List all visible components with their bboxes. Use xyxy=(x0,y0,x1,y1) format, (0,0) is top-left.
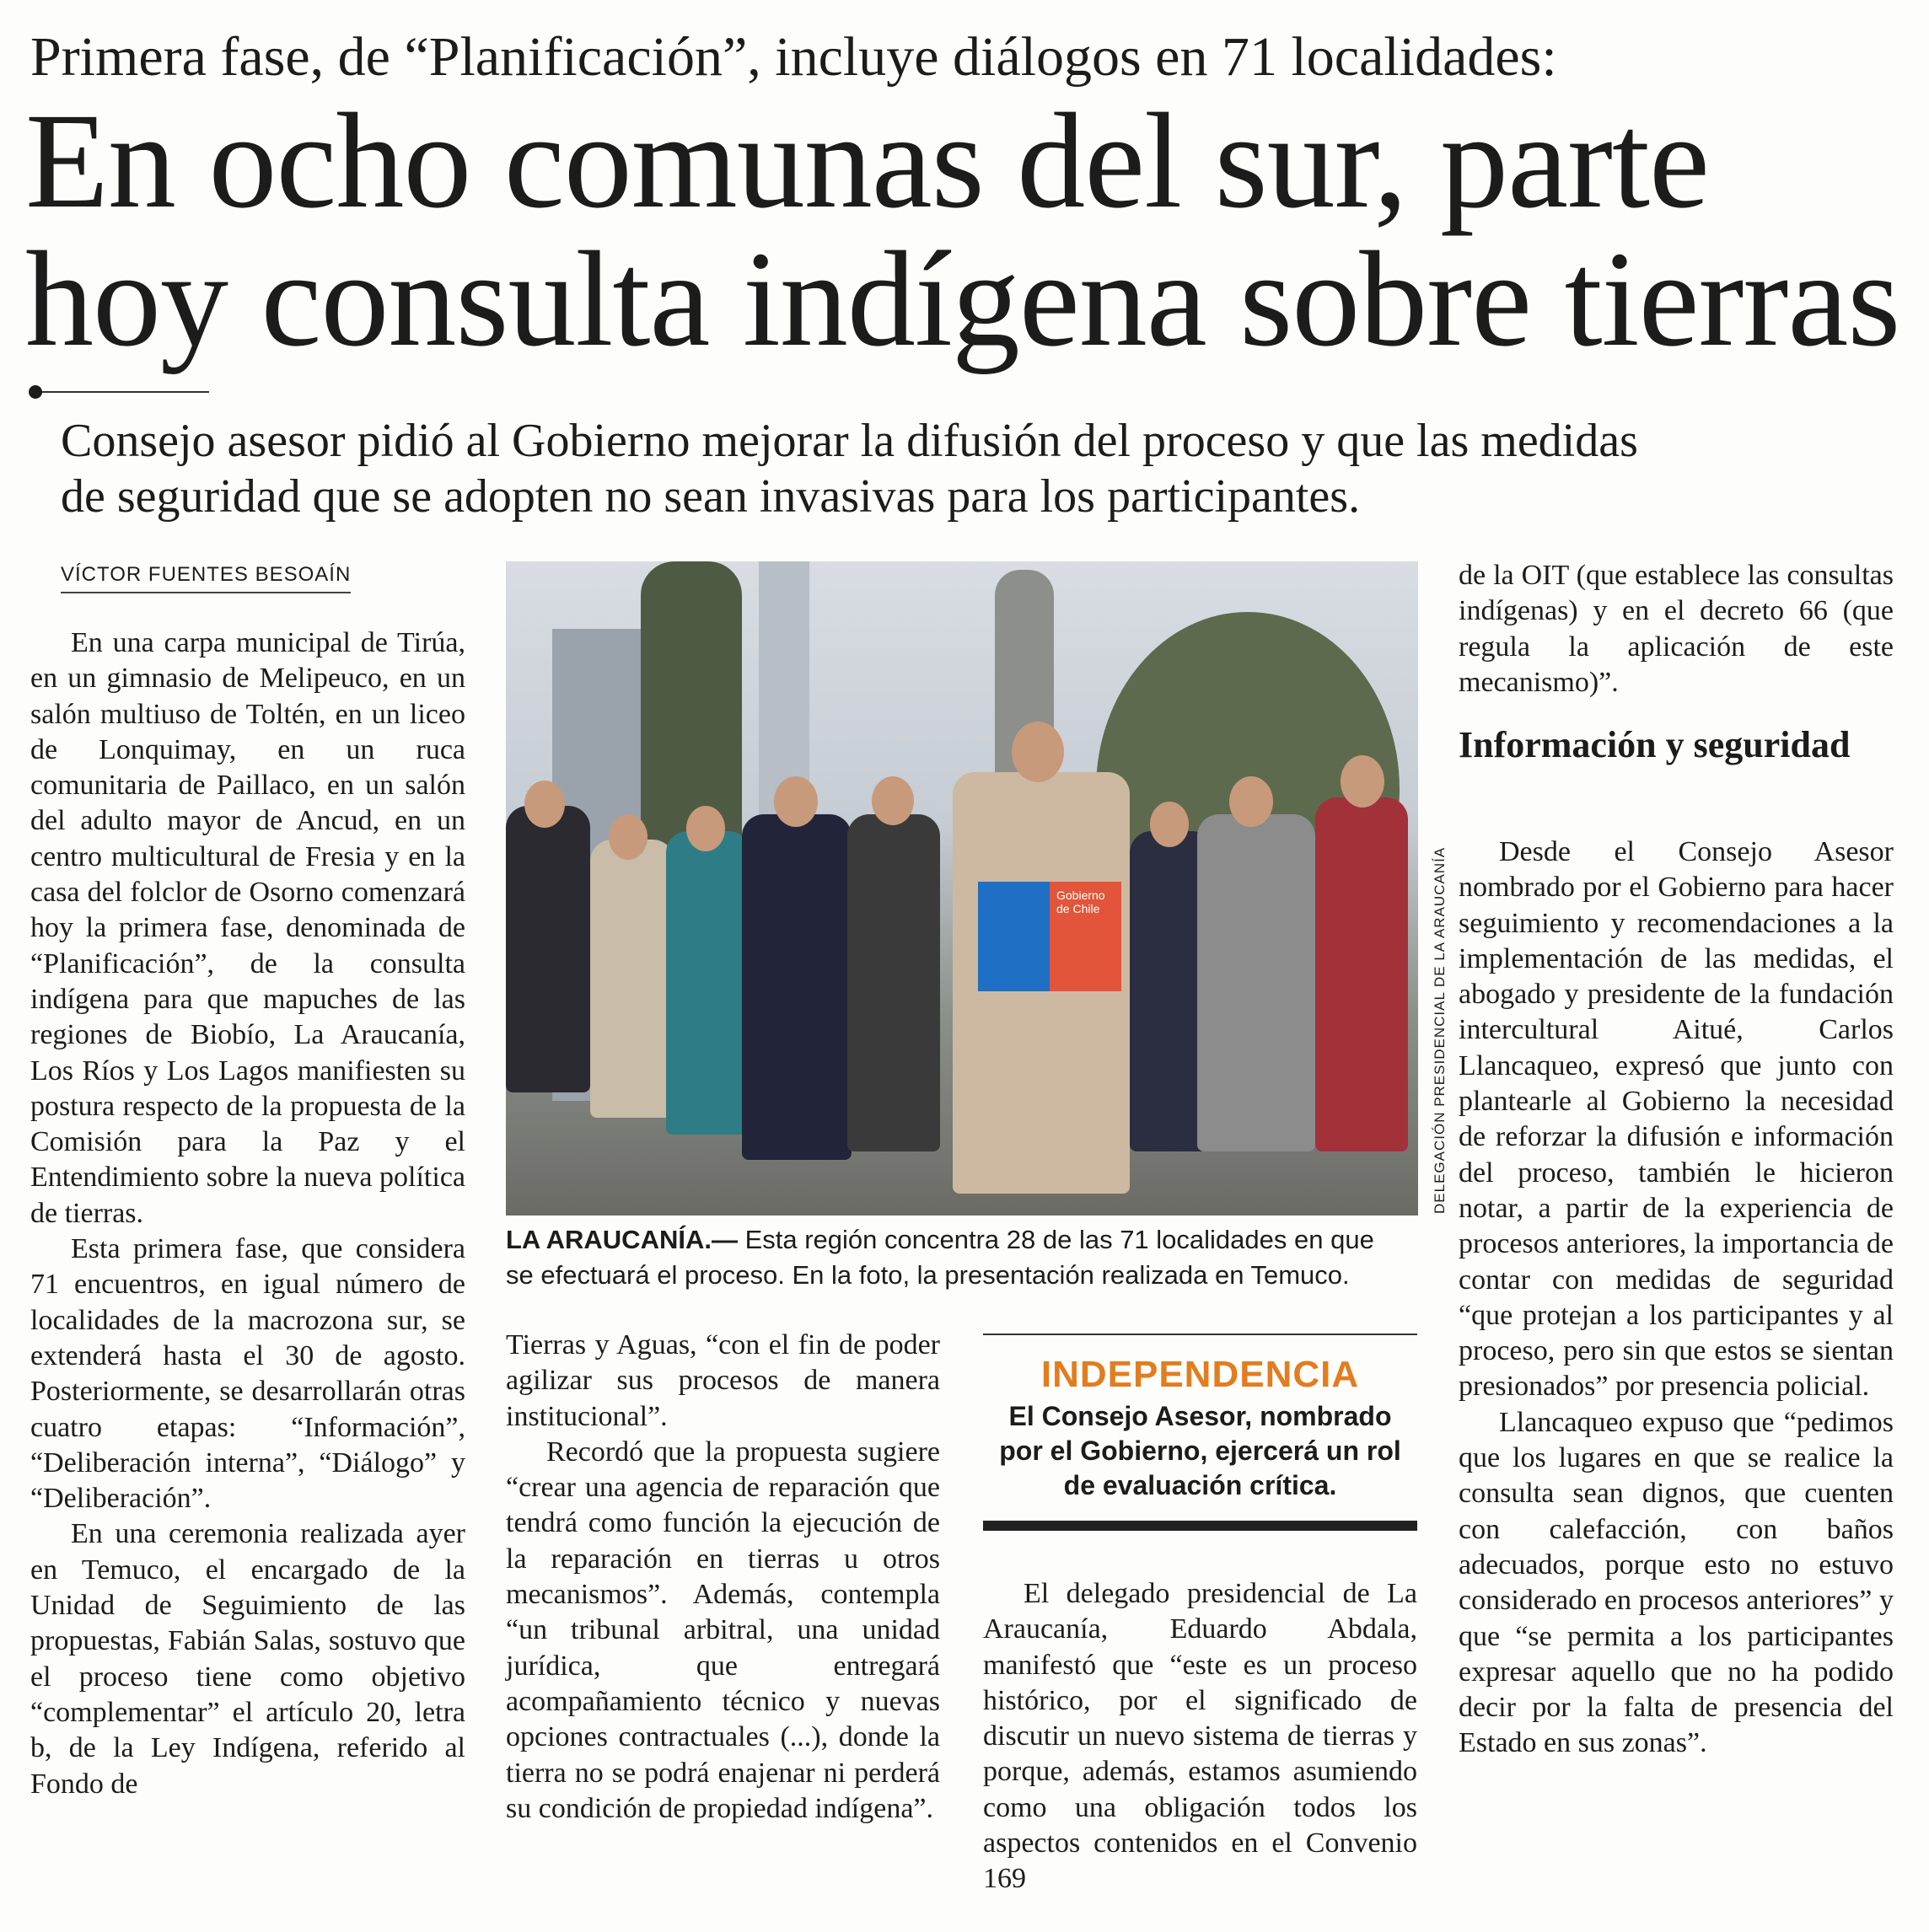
caption-line-2: se efectuará el proceso. En la foto, la presentación realizada en Temuco. xyxy=(506,1260,1350,1290)
paragraph: En una carpa municipal de Tirúa, en un gimnasio de Melipeuco, en un salón multiuso de Toltén, en un liceo de Lonquimay, en un ruca comunitaria de Paillaco, en un salón del adulto mayor de Ancud, en un centro multicultural de Fresia y en la casa del folclor de Osorno comenzará hoy la primera fase, denominada de “Planificación”, de la consulta indígena para que mapuches de las regiones de Biobío, La Araucanía, Los Ríos y Los Lagos manifiesten su postura respecto de la propuesta de la Comisión para la Paz y el Entendimiento sobre la nueva política de tierras. xyxy=(30,627,465,1229)
paragraph: Recordó que la propuesta sugiere “crear una agencia de reparación que tendrá como función la ejecución de la reparación en tierras u otros mecanismos”. Además, contempla “un tribunal arbitral, una unidad jurídica, que entregará acompañamiento técnico y nuevas opciones contractuales (...), donde la tierra no se podrá enajenar ni perderá su condición de propiedad indígena”. xyxy=(506,1436,940,1824)
deck-rule-dot xyxy=(29,385,42,399)
deck-line-1: Consejo asesor pidió al Gobierno mejorar la difusión del proceso y que las medidas xyxy=(61,415,1638,467)
photo-person-head xyxy=(524,781,565,828)
deck-line-2: de seguridad que se adopten no sean invasivas para los participantes. xyxy=(61,470,1361,523)
kicker: Primera fase, de “Planificación”, incluye diálogos en 71 localidades: xyxy=(30,26,1557,88)
photo-person xyxy=(590,840,674,1118)
caption-text-1: Esta región concentra 28 de las 71 localidades en que xyxy=(737,1225,1374,1254)
sidebar-line-1: El Consejo Asesor, nombrado xyxy=(1008,1401,1392,1431)
photo-person-head xyxy=(609,814,647,860)
paragraph: El delegado presidencial de La Araucanía, Eduardo Abdala, manifestó que “este es un proceso histórico, por el significado de discutir un nuevo sistema de tierras y porque, además, estamos asumiendo como una obligación todos los aspectos contenidos en el Convenio 169 xyxy=(983,1578,1417,1895)
section-subhead: Información y seguridad xyxy=(1459,724,1851,765)
news-photo xyxy=(506,561,1418,1216)
deck-rule xyxy=(30,391,209,393)
photo-person xyxy=(666,831,750,1135)
headline-line-1: En ocho comunas del sur, parte xyxy=(25,86,1709,237)
sidebar-title: INDEPENDENCIA xyxy=(1040,1354,1360,1395)
podium-logo-panel xyxy=(978,882,1050,991)
headline-line-2: hoy consulta indígena sobre tierras xyxy=(25,224,1900,375)
sidebar-top-rule xyxy=(983,1334,1417,1335)
photo-person xyxy=(506,806,590,1092)
caption-line-1 xyxy=(506,1222,1418,1258)
photo-credit-text: DELEGACIÓN PRESIDENCIAL DE LA ARAUCANÍA xyxy=(1432,846,1448,1214)
photo-person-head xyxy=(1229,776,1273,827)
paragraph: Esta primera fase, que considera 71 encuentros, en igual número de localidades de la macrozona sur, se extenderá hasta el 30 de agosto. Posteriormente, se desarrollarán otras cuatro etapas: “Información”, “Deliberación interna”, “Diálogo” y “Deliberación”. xyxy=(30,1233,465,1515)
photo-person xyxy=(742,814,852,1160)
sidebar-bottom-rule xyxy=(983,1521,1417,1531)
article-column-2 xyxy=(506,1328,940,1827)
byline: VÍCTOR FUENTES BESOAÍN xyxy=(61,563,351,593)
photo-person-head xyxy=(1341,755,1384,808)
photo-person-head xyxy=(774,776,818,827)
headline xyxy=(25,86,1922,375)
photo-person-head xyxy=(1150,802,1189,847)
article-column-3 xyxy=(983,1576,1417,1897)
article-column-4-continued xyxy=(1459,835,1894,1762)
sidebar-line-2: por el Gobierno, ejercerá un rol xyxy=(999,1436,1401,1466)
paragraph: Llancaqueo expuso que “pedimos que los lugares en que se realice la consulta sean dignos, que cuenten con calefacción, con baños adecuados, porque esto no estuvo considerado en procesos anteriores” y que “se permita a los participantes expresar aquello que no ha podido decir por la falta de presencia del Estado en sus zonas”. xyxy=(1459,1406,1894,1759)
paragraph: En una ceremonia realizada ayer en Temuco, el encargado de la Unidad de Seguimiento de las propuestas, Fabián Salas, sostuvo que el proceso tiene como objetivo “complementar” el artículo 20, letra b, de la Ley Indígena, referido al Fondo de xyxy=(30,1518,465,1800)
sidebar-line-3: de evaluación crítica. xyxy=(1063,1470,1337,1500)
photo-person xyxy=(847,814,940,1151)
photo-person xyxy=(1315,797,1408,1151)
caption-lead: LA ARAUCANÍA.— xyxy=(506,1225,738,1254)
paragraph: Tierras y Aguas, “con el fin de poder agilizar sus procesos de manera institucional”. xyxy=(506,1329,940,1432)
article-column-1 xyxy=(30,625,465,1802)
photo-person-head xyxy=(872,776,914,825)
paragraph: Desde el Consejo Asesor nombrado por el Gobierno para hacer seguimiento y recomendaciones a la implementación de las medidas, el abogado y presidente de la fundación intercultural Aitué, Carlos Llancaqueo, expresó que junto con plantearle al Gobierno la necesidad de reforzar la difusión e información del proceso, también le hicieron notar, a partir de la experiencia de procesos anteriores, la importancia de contar con medidas de seguridad “que protejan a los participantes y al proceso, pero sin que estos se sientan presionados” por presencia policial. xyxy=(1459,836,1894,1403)
sidebar-text xyxy=(983,1399,1417,1503)
deck xyxy=(61,413,1907,524)
podium xyxy=(978,882,1121,991)
article-column-4 xyxy=(1459,558,1894,700)
photo-person-head xyxy=(1012,722,1064,782)
photo-credit xyxy=(1421,818,1448,1222)
podium-text: Gobierno de Chile xyxy=(1050,882,1121,991)
photo-person-head xyxy=(686,806,725,851)
photo-person xyxy=(1197,814,1315,1151)
paragraph: de la OIT (que establece las consultas indígenas) y en el decreto 66 (que regula la aplicación de este mecanismo)”. xyxy=(1459,560,1894,698)
photo-caption xyxy=(506,1222,1418,1293)
